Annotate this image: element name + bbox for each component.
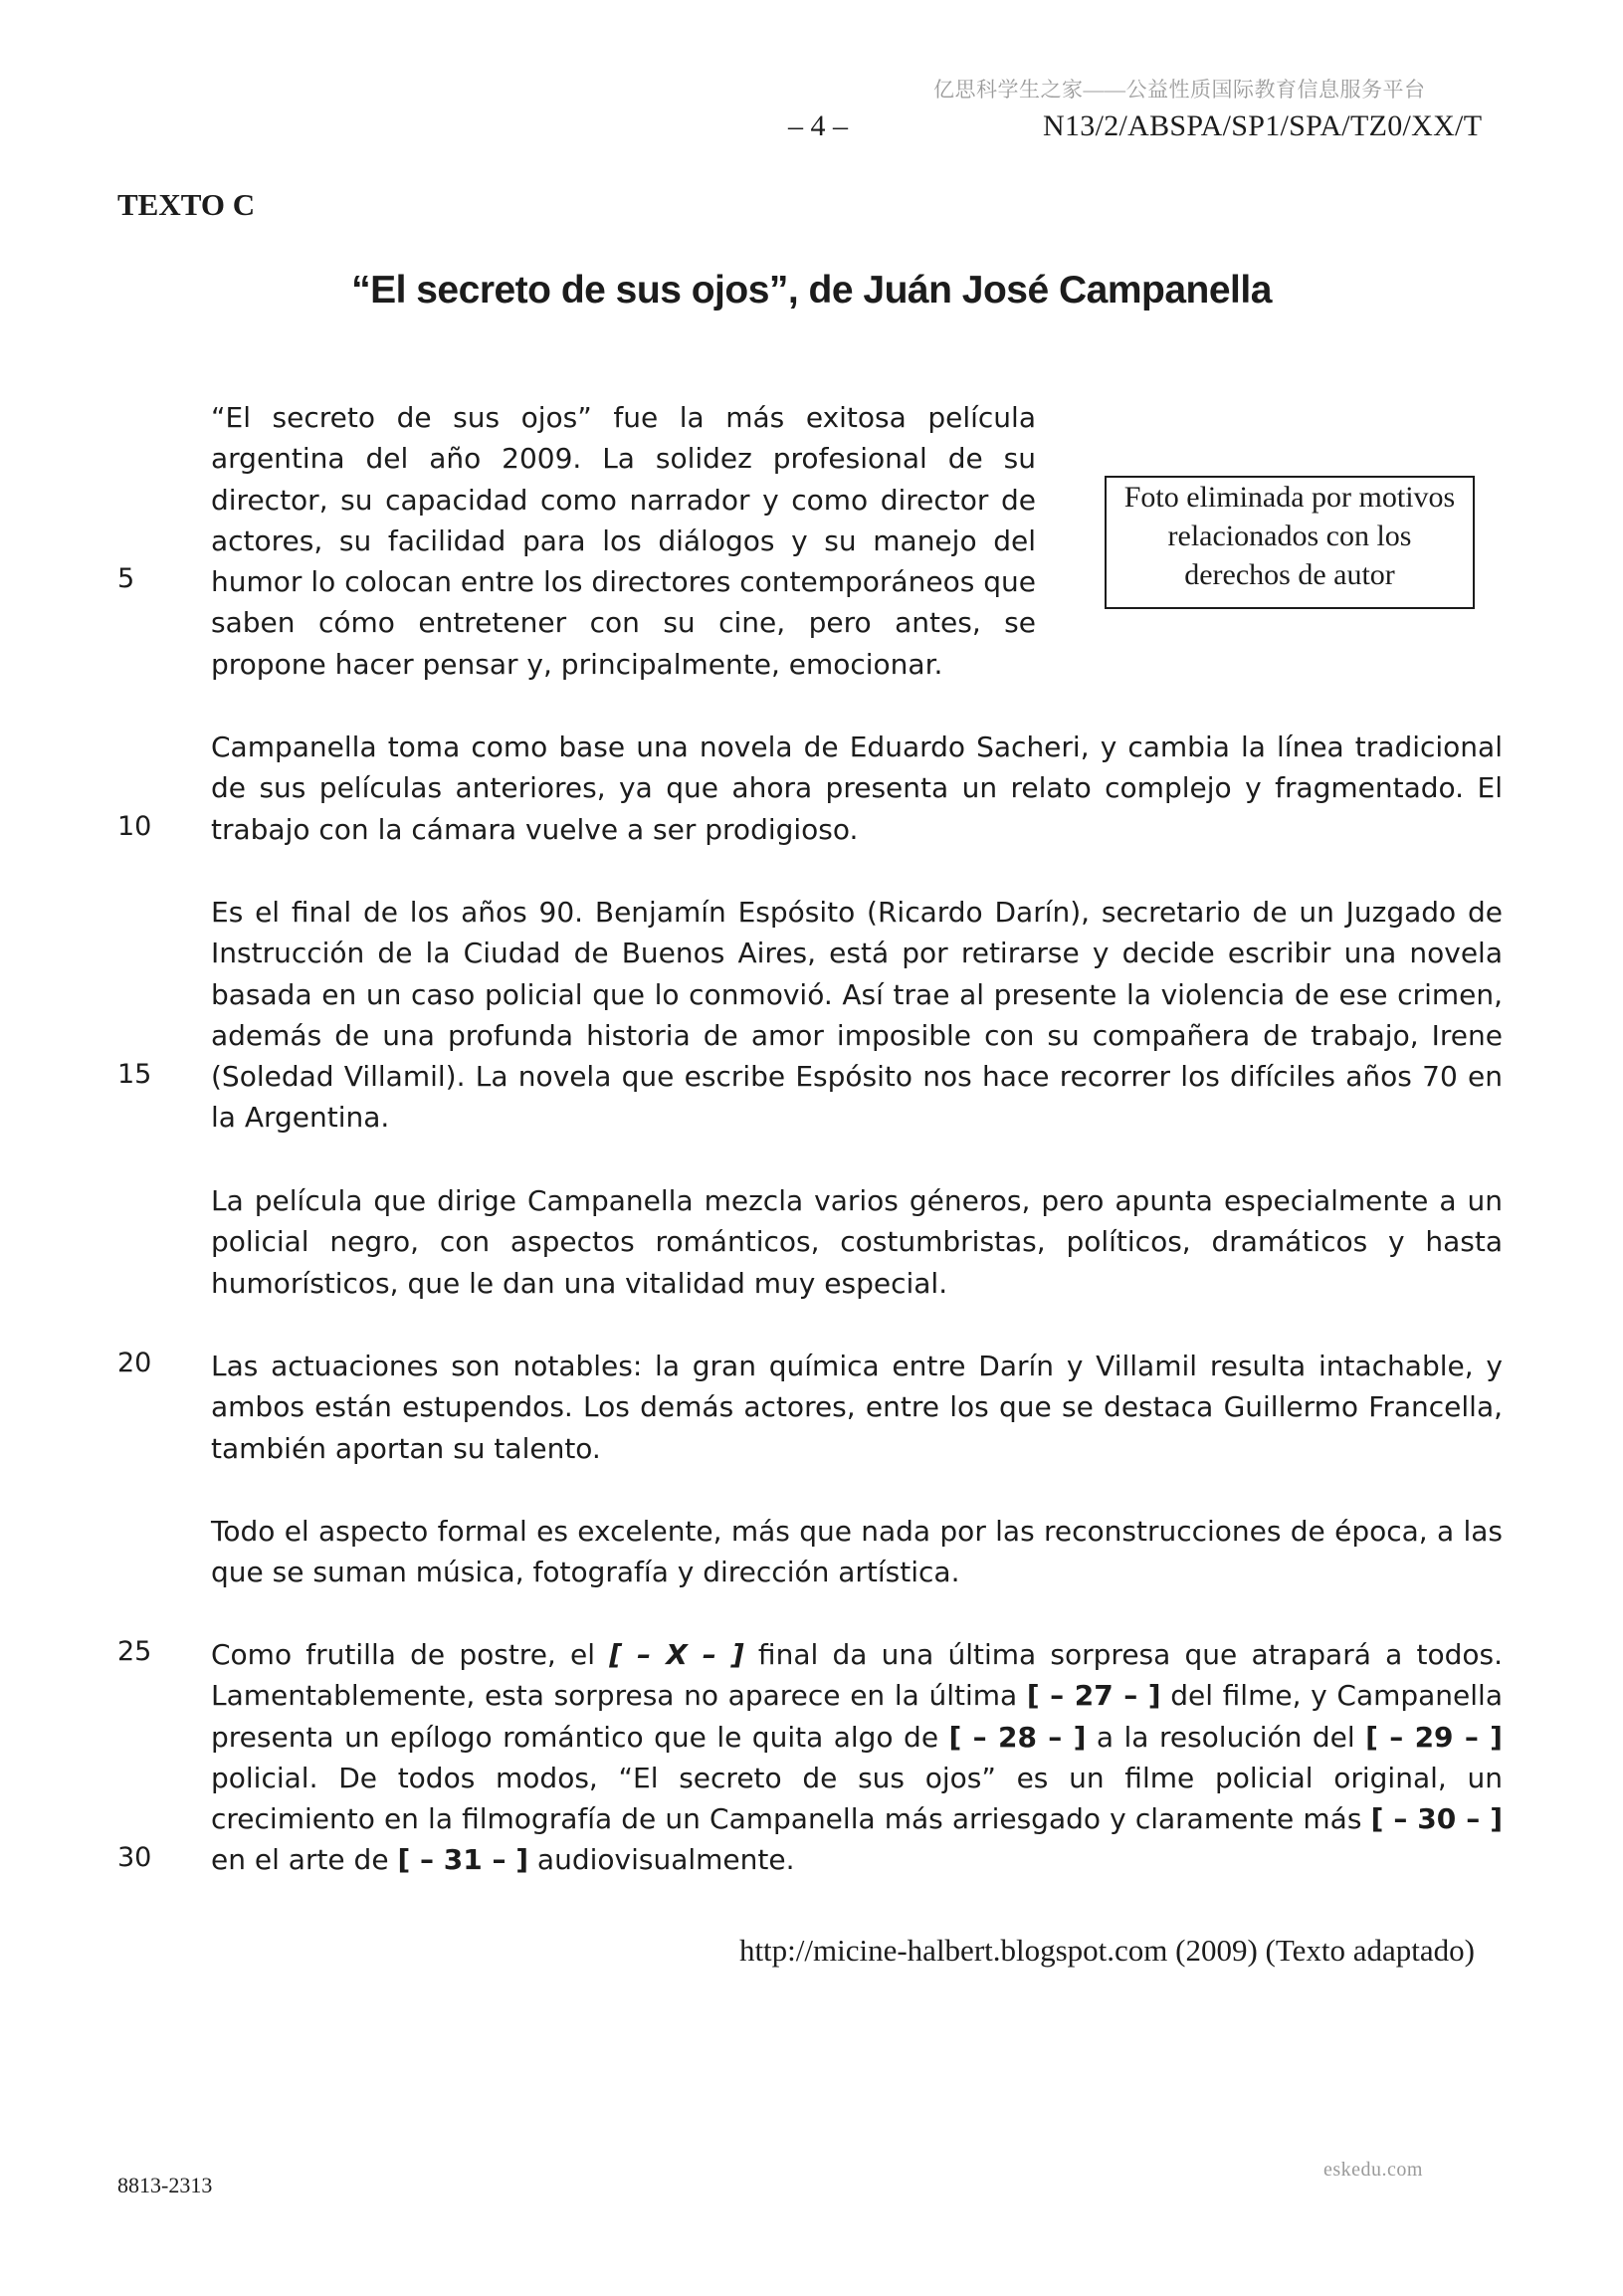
p7-text-1: Como frutilla de postre, el xyxy=(211,1638,610,1671)
paragraph-7 xyxy=(211,1634,1503,1881)
line-number-25: 25 xyxy=(117,1636,152,1667)
gap-30: [ – 30 – ] xyxy=(1370,1802,1503,1836)
document-code: N13/2/ABSPA/SP1/SPA/TZ0/XX/T xyxy=(1043,109,1483,142)
photo-notice-line-1: Foto eliminada por motivos xyxy=(1123,481,1456,514)
p7-text-6: en el arte de xyxy=(211,1843,398,1877)
p7-text-4: a la resolución del xyxy=(1086,1720,1366,1754)
line-number-15: 15 xyxy=(117,1059,152,1090)
photo-removed-notice xyxy=(1105,476,1475,609)
footer-watermark: eskedu.com xyxy=(1323,2159,1423,2181)
gap-27: [ – 27 – ] xyxy=(1026,1679,1161,1713)
article-title: “El secreto de sus ojos”, de Juán José Campanella xyxy=(351,269,1272,312)
gap-28: [ – 28 – ] xyxy=(948,1720,1087,1754)
p7-text-3: del filme, y Campanella presenta un epílogo romántico que le quita algo de xyxy=(211,1679,1503,1754)
line-number-20: 20 xyxy=(117,1348,152,1378)
line-number-30: 30 xyxy=(117,1842,152,1873)
page-number: – 4 – xyxy=(788,109,848,142)
p7-text-5: policial. De todos modos, “El secreto de sus ojos” es un filme policial original, un crecimiento en la filmografía de un Campanella más arriesgado y claramente más xyxy=(211,1761,1503,1836)
gap-29: [ – 29 – ] xyxy=(1365,1720,1503,1754)
paragraph-6: Todo el aspecto formal es excelente, más que nada por las reconstrucciones de época, a las que se suman música, fotografía y dirección artística. xyxy=(211,1515,1503,1589)
footer-code: 8813-2313 xyxy=(117,2173,213,2197)
paragraph-4: La película que dirige Campanella mezcla varios géneros, pero apunta especialmente a un policial negro, con aspectos románticos, costumbristas, políticos, dramáticos y hasta humorísticos, que le dan una vitalidad muy especial. xyxy=(211,1184,1503,1300)
paragraph-3: Es el final de los años 90. Benjamín Espósito (Ricardo Darín), secretario de un Juzgado de Instrucción de la Ciudad de Buenos Aires, está por retirarse y decide escribir una novela basada en un caso policial que lo conmovió. Así trae al presente la violencia de ese crimen, además de una profunda historia de amor imposible con su compañera de trabajo, Irene (Soledad Villamil). La novela que escribe Espósito nos hace recorrer los difíciles años 70 en la Argentina. xyxy=(211,896,1503,1135)
photo-notice-line-2: relacionados con los xyxy=(1167,520,1412,552)
source-citation: http://micine-halbert.blogspot.com (2009) (Texto adaptado) xyxy=(738,1933,1475,1968)
section-label: TEXTO C xyxy=(117,187,256,222)
p7-text-7: audiovisualmente. xyxy=(528,1843,795,1877)
paragraph-2: Campanella toma como base una novela de Eduardo Sacheri, y cambia la línea tradicional de sus películas anteriores, ya que ahora presenta un relato complejo y fragmentado. El trabajo con la cámara vuelve a ser prodigioso. xyxy=(211,731,1503,846)
line-number-10: 10 xyxy=(117,811,152,842)
header-watermark: 亿思科学生之家——公益性质国际教育信息服务平台 xyxy=(933,78,1426,102)
paragraph-1: “El secreto de sus ojos” fue la más exitosa película argentina del año 2009. La solidez profesional de su director, su capacidad como narrador y como director de actores, su facilidad para los diálogos y su manejo del humor lo colocan entre los directores contemporáneos que saben cómo entretener con su cine, pero antes, se propone hacer pensar y, principalmente, emocionar. xyxy=(211,401,1036,681)
paragraph-5: Las actuaciones son notables: la gran química entre Darín y Villamil resulta intachable, y ambos están estupendos. Los demás actores, entre los que se destaca Guillermo Francella, también aportan su talento. xyxy=(211,1350,1503,1465)
gap-31: [ – 31 – ] xyxy=(397,1843,529,1877)
photo-notice-line-3: derechos de autor xyxy=(1184,558,1395,591)
gap-x: [ – X – ] xyxy=(609,1638,744,1671)
line-number-5: 5 xyxy=(117,563,135,594)
p7-text-2: final da una última sorpresa que atrapará a todos. Lamentablemente, esta sorpresa no aparece en la última xyxy=(211,1638,1503,1713)
